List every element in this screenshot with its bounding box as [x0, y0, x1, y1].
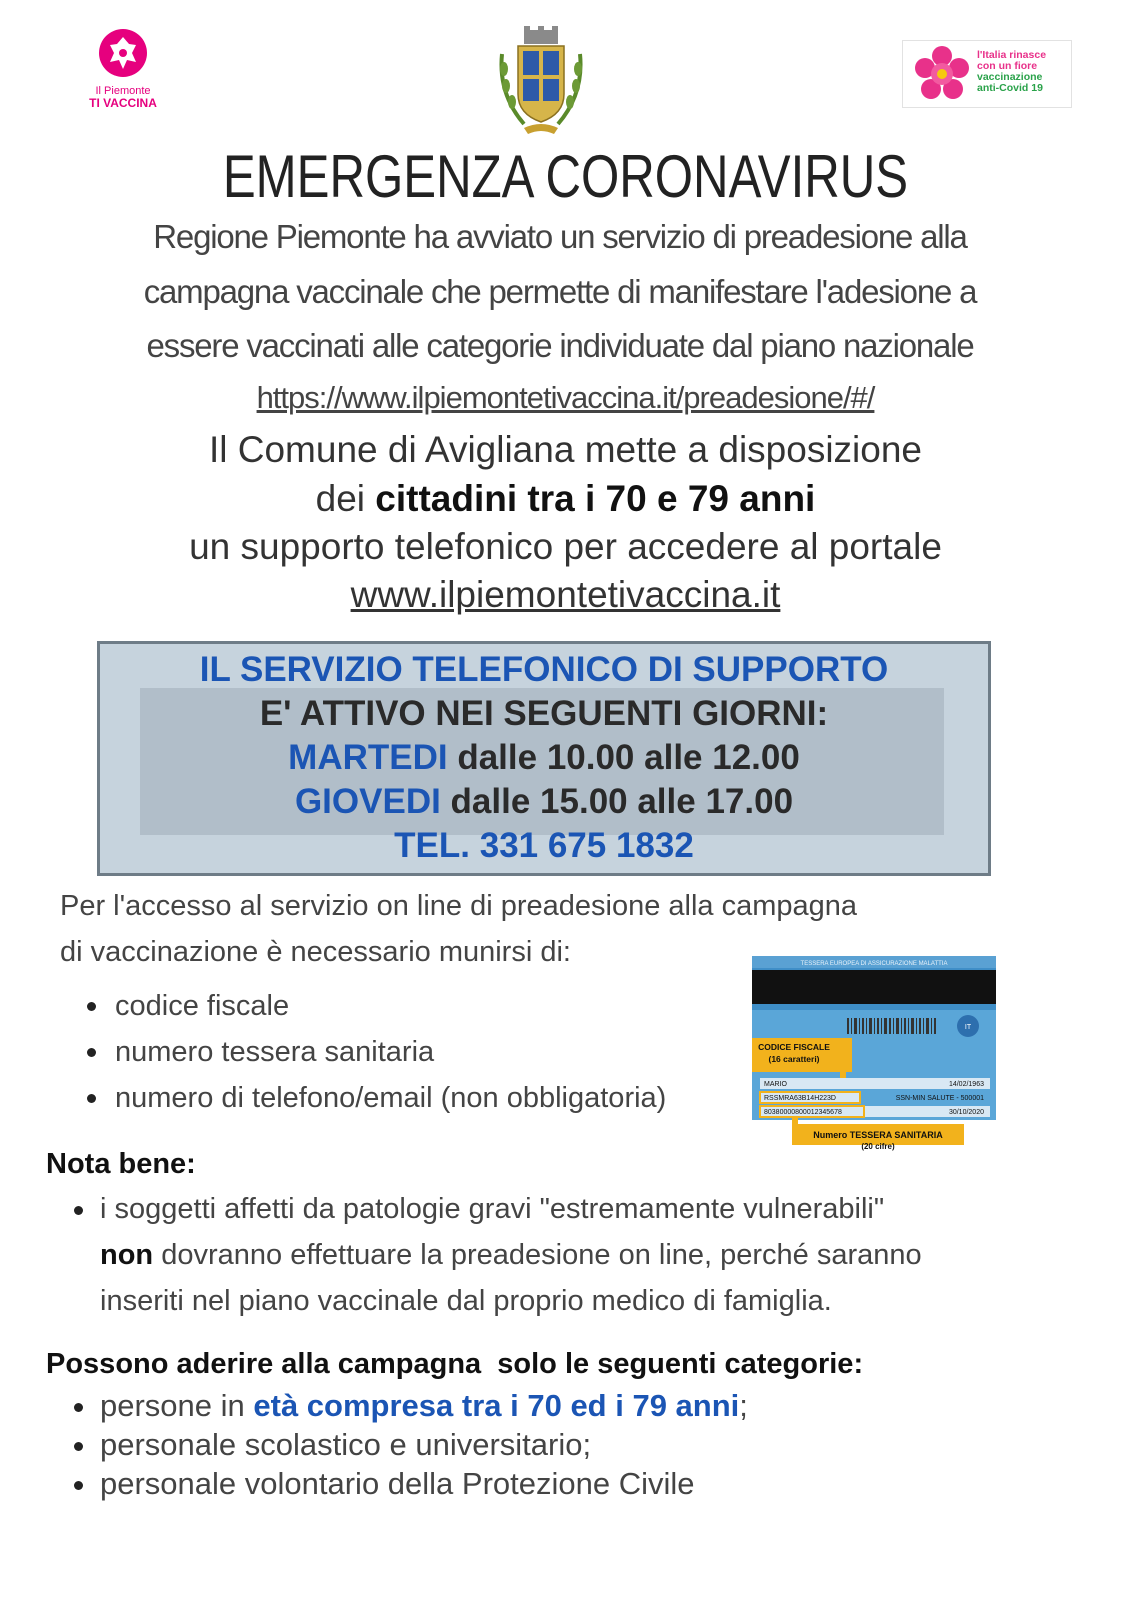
card-birth-date: 14/02/1963 — [948, 1081, 984, 1088]
portal-link[interactable]: www.ilpiemontetivaccina.it — [350, 574, 781, 615]
italia-rinasce-logo — [902, 40, 1072, 108]
nota-bene-list — [74, 1186, 1074, 1324]
list-item: personale volontario della Protezione Civile — [74, 1464, 748, 1503]
categories-list — [74, 1386, 748, 1503]
requirements-list — [87, 983, 666, 1121]
categories-heading — [46, 1348, 863, 1381]
page-title: EMERGENZA CORONAVIRUS — [222, 143, 909, 210]
nota-bene-heading: Nota bene: — [46, 1148, 196, 1180]
support-subheading: E' ATTIVO NEI SEGUENTI GIORNI: — [259, 694, 829, 733]
logo-right-line1: l'Italia rinasce — [977, 49, 1047, 61]
support-day-tuesday — [97, 738, 991, 778]
pink-flower-icon — [98, 28, 148, 78]
card-expiry: 30/10/2020 — [948, 1109, 984, 1116]
category-1-post: ; — [739, 1388, 748, 1423]
nota-non: non — [100, 1239, 154, 1271]
health-card-image — [752, 948, 1011, 1151]
support-heading: IL SERVIZIO TELEFONICO DI SUPPORTO — [199, 650, 889, 689]
list-item: numero tessera sanitaria — [87, 1029, 666, 1075]
support-phone[interactable]: TEL. 331 675 1832 — [394, 826, 694, 865]
category-1-pre: persone in — [100, 1388, 254, 1423]
avigliana-line-2-pre: dei — [315, 478, 376, 519]
card-name: MARIO — [764, 1081, 787, 1088]
avigliana-target-age: cittadini tra i 70 e 79 anni — [375, 478, 816, 519]
card-label-ts-sub: (20 cifre) — [861, 1142, 895, 1151]
logo-right-line2: con un fiore — [977, 60, 1038, 72]
card-label-ts: Numero TESSERA SANITARIA — [813, 1130, 943, 1140]
intro-line-2: campagna vaccinale che permette di manifestare l'adesione a — [143, 273, 977, 310]
logo-left-line2: TI VACCINA — [89, 96, 157, 110]
nota-line-1: i soggetti affetti da patologie gravi "estremamente vulnerabili" — [100, 1193, 885, 1225]
preadesione-link[interactable]: https://www.ilpiemontetivaccina.it/preadesione/#/ — [256, 380, 875, 415]
avigliana-line-3: un supporto telefonico per accedere al portale — [189, 526, 942, 567]
access-line-2: di vaccinazione è necessario munirsi di: — [60, 936, 571, 968]
avigliana-line-2 — [0, 478, 1131, 520]
card-issuer: SSN-MIN SALUTE - 500001 — [895, 1095, 984, 1102]
list-item: codice fiscale — [87, 983, 666, 1029]
intro-line-1: Regione Piemonte ha avviato un servizio di preadesione alla — [153, 218, 967, 255]
card-label-cf-sub: (16 caratteri) — [768, 1054, 820, 1064]
card-number: 80380000800012345678 — [764, 1109, 842, 1116]
card-label-cf: CODICE FISCALE — [758, 1042, 830, 1052]
day-thursday-hours: dalle 15.00 alle 17.00 — [440, 782, 794, 821]
list-item — [74, 1186, 1074, 1324]
day-thursday-label: GIOVEDI — [294, 782, 441, 821]
logo-right-line3: vaccinazione — [977, 71, 1043, 83]
categories-heading-text: Possono aderire alla campagna solo le seguenti categorie: — [46, 1348, 864, 1380]
day-tuesday-label: MARTEDI — [288, 738, 448, 777]
logo-left-line1: Il Piemonte — [95, 85, 151, 97]
nota-line-2: dovranno effettuare la preadesione on line, perché saranno — [153, 1239, 922, 1271]
list-item: personale scolastico e universitario; — [74, 1425, 748, 1464]
piemonte-ti-vaccina-logo — [78, 28, 168, 108]
list-item — [74, 1386, 748, 1425]
avigliana-line-1: Il Comune di Avigliana mette a disposizione — [208, 429, 922, 470]
category-1-age-range: età compresa tra i 70 ed i 79 anni — [253, 1388, 740, 1423]
day-tuesday-hours: dalle 10.00 alle 12.00 — [447, 738, 800, 777]
card-cf-value: RSSMRA63B14H223D — [764, 1095, 836, 1102]
logo-right-line4: anti-Covid 19 — [977, 82, 1043, 94]
card-header: TESSERA EUROPEA DI ASSICURAZIONE MALATTIA — [800, 961, 948, 967]
nota-line-3: inseriti nel piano vaccinale dal proprio medico di famiglia. — [100, 1285, 832, 1317]
municipal-crest-icon — [494, 24, 588, 140]
access-line-1: Per l'accesso al servizio on line di preadesione alla campagna — [60, 890, 858, 922]
primrose-flower-icon — [913, 45, 971, 103]
support-day-thursday — [97, 782, 991, 822]
list-item: numero di telefono/email (non obbligatoria) — [87, 1075, 666, 1121]
card-country: IT — [964, 1024, 972, 1031]
intro-line-3: essere vaccinati alle categorie individuate dal piano nazionale — [146, 327, 974, 364]
